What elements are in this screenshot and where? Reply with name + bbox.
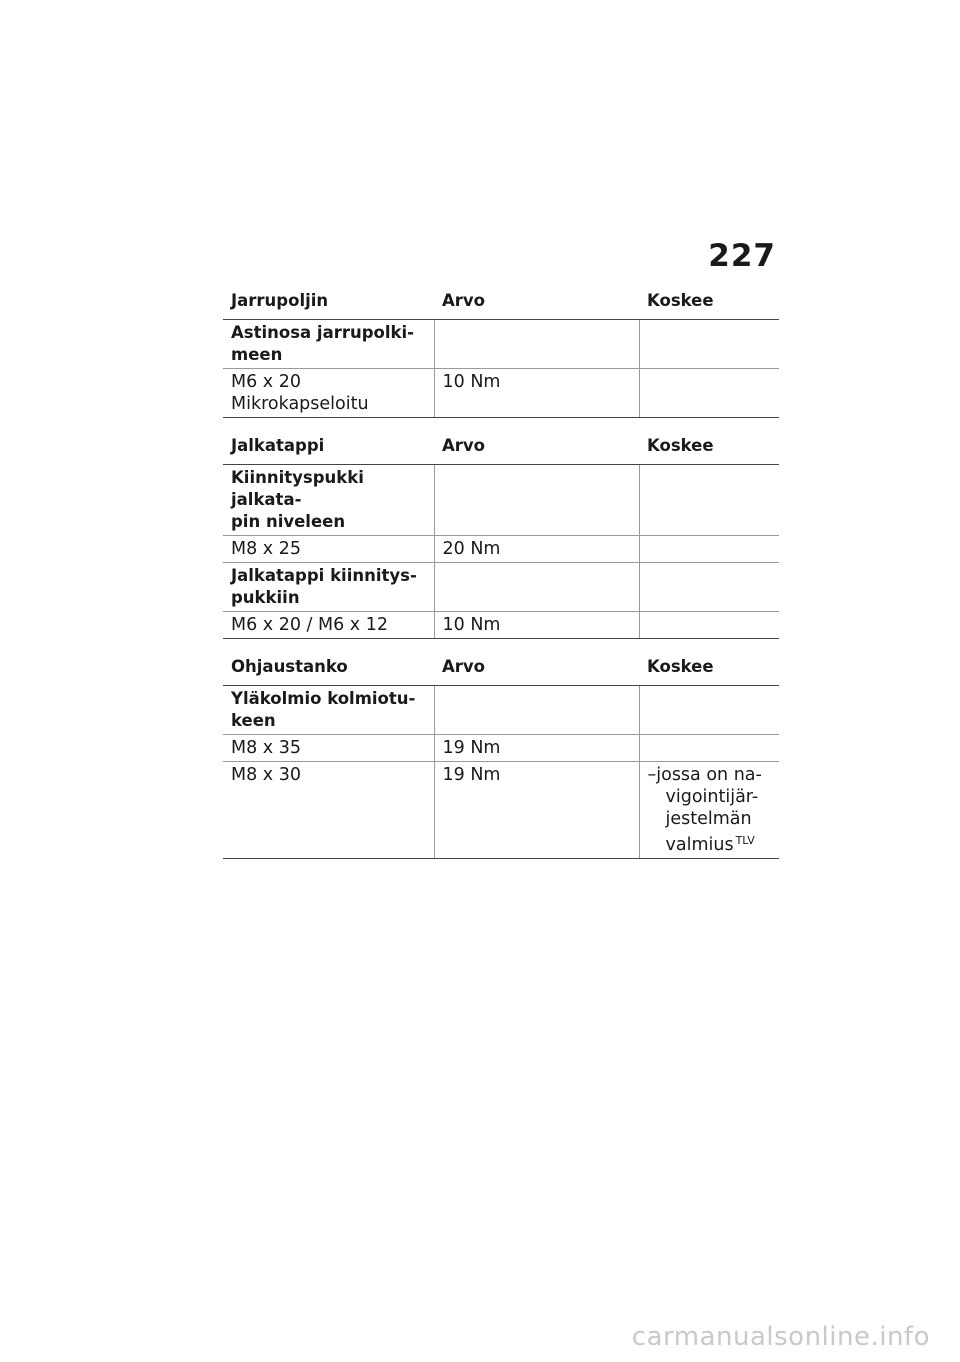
option-code-superscript: TLV — [735, 834, 755, 847]
cell-text: Kiinnityspukki jalkata- pin niveleen — [231, 468, 364, 531]
table-row — [223, 762, 779, 859]
table-row — [223, 735, 779, 762]
table-cell: M8 x 35 — [223, 735, 434, 762]
table-cell — [639, 536, 779, 563]
column-header: Koskee — [639, 648, 779, 686]
column-header: Koskee — [639, 427, 779, 465]
table-row — [223, 465, 779, 536]
table-header-row — [223, 648, 779, 686]
table-cell — [639, 320, 779, 369]
table-row — [223, 536, 779, 563]
table-cell: M8 x 25 — [223, 536, 434, 563]
table-cell — [639, 465, 779, 536]
cell-text: M6 x 20 Mikrokapseloitu — [231, 372, 369, 414]
table-cell — [223, 369, 434, 418]
table-cell: 10 Nm — [434, 612, 639, 639]
column-header: Arvo — [434, 648, 639, 686]
table-cell — [434, 563, 639, 612]
column-header: Arvo — [434, 427, 639, 465]
cell-text: Jalkatappi kiinnitys- pukkiin — [231, 566, 417, 607]
table-cell: 20 Nm — [434, 536, 639, 563]
table-header-row — [223, 427, 779, 465]
table-cell — [639, 762, 779, 859]
table-cell — [639, 612, 779, 639]
table-row — [223, 563, 779, 612]
cell-text: Yläkolmio kolmiotu- keen — [231, 689, 416, 730]
page-number: 227 — [708, 238, 776, 274]
table-handlebar — [223, 648, 779, 859]
table-cell: 10 Nm — [434, 369, 639, 418]
table-cell — [434, 465, 639, 536]
table-row — [223, 320, 779, 369]
column-header: Koskee — [639, 282, 779, 320]
table-cell — [434, 320, 639, 369]
note-text: –jossa on na- vigointijär- jestelmän valmius — [647, 765, 762, 855]
table-header-row — [223, 282, 779, 320]
table-cell: 19 Nm — [434, 735, 639, 762]
table-brake-pedal — [223, 282, 779, 418]
table-cell: M8 x 30 — [223, 762, 434, 859]
table-cell — [223, 563, 434, 612]
applies-to-note — [648, 764, 772, 856]
table-cell — [434, 686, 639, 735]
table-cell — [223, 465, 434, 536]
watermark: carmanualsonline.info — [631, 1322, 930, 1352]
column-header: Jalkatappi — [223, 427, 434, 465]
column-header: Ohjaustanko — [223, 648, 434, 686]
column-header: Arvo — [434, 282, 639, 320]
torque-tables — [223, 282, 779, 859]
table-row — [223, 369, 779, 418]
table-cell — [223, 686, 434, 735]
table-cell — [639, 686, 779, 735]
table-cell — [639, 563, 779, 612]
table-cell: 19 Nm — [434, 762, 639, 859]
table-row — [223, 612, 779, 639]
table-cell — [639, 735, 779, 762]
table-row — [223, 686, 779, 735]
table-cell: M6 x 20 / M6 x 12 — [223, 612, 434, 639]
table-cell — [639, 369, 779, 418]
table-footpeg — [223, 427, 779, 639]
column-header: Jarrupoljin — [223, 282, 434, 320]
table-cell — [223, 320, 434, 369]
cell-text: Astinosa jarrupolki- meen — [231, 323, 415, 364]
